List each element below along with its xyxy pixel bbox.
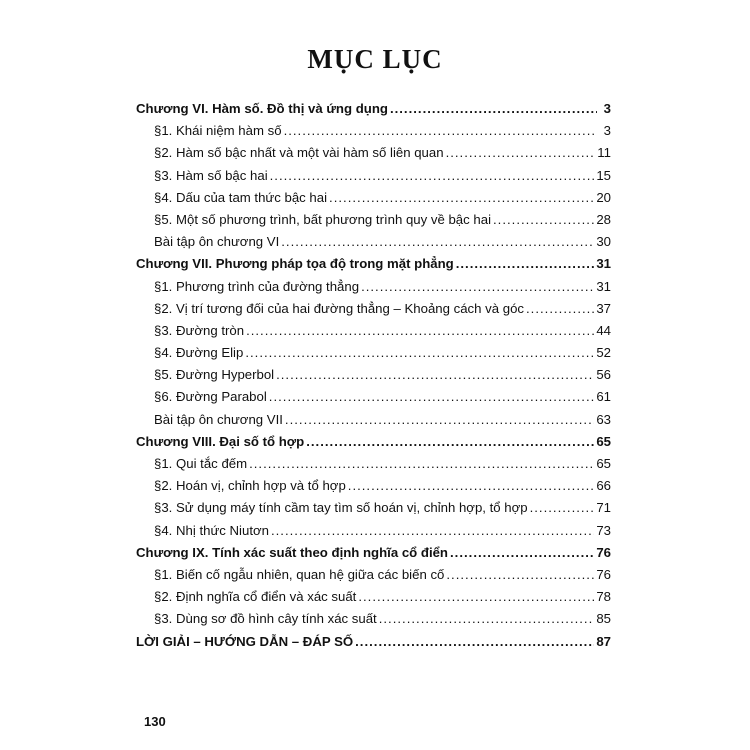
toc-entry-label: §2. Hoán vị, chỉnh hợp và tổ hợp: [154, 478, 346, 494]
dot-leader: [245, 345, 594, 360]
toc-entry-page: 65: [596, 433, 611, 449]
toc-entry-page: 87: [596, 633, 611, 649]
toc-section-row: [136, 234, 611, 256]
toc-section-row: [136, 168, 611, 190]
dot-leader: [361, 279, 594, 294]
toc-section-row: [136, 500, 611, 522]
toc-entry-label: Chương VIII. Đại số tổ hợp: [136, 433, 305, 449]
toc-section-row: [136, 345, 611, 367]
dot-leader: [379, 611, 595, 626]
toc-section-row: [136, 212, 611, 234]
toc-entry-page: 31: [596, 256, 611, 272]
toc-section-row: [136, 123, 611, 145]
toc-section-row: [136, 323, 611, 345]
toc-entry-page: 76: [596, 544, 611, 560]
toc-entry-label: §2. Hàm số bậc nhất và một vài hàm số liên quan: [154, 145, 444, 161]
dot-leader: [246, 323, 594, 338]
dot-leader: [446, 567, 594, 582]
dot-leader: [358, 589, 594, 604]
toc-entry-page: 71: [596, 500, 611, 516]
toc-section-row: [136, 301, 611, 323]
toc-entry-label: §2. Định nghĩa cổ điển và xác suất: [154, 589, 357, 605]
toc-chapter-row: [136, 101, 611, 123]
toc-section-row: [136, 589, 611, 611]
dot-leader: [284, 123, 597, 138]
toc-section-row: [136, 523, 611, 545]
toc-entry-label: §2. Vị trí tương đối của hai đường thẳng – Khoảng cách và góc: [154, 300, 525, 316]
dot-leader: [276, 367, 594, 382]
toc-entry-label: §4. Đường Elip: [154, 345, 244, 361]
toc-section-row: [136, 412, 611, 434]
table-of-contents: [136, 101, 611, 656]
toc-entry-page: 65: [596, 456, 611, 471]
toc-entry-page: 37: [596, 300, 611, 316]
toc-entry-label: Chương IX. Tính xác suất theo định nghĩa cổ điển: [136, 544, 448, 560]
toc-section-row: [136, 190, 611, 212]
toc-entry-page: 52: [596, 345, 611, 361]
toc-entry-page: 61: [596, 389, 611, 405]
toc-entry-label: §3. Hàm số bậc hai: [154, 167, 268, 183]
toc-entry-label: §5. Một số phương trình, bất phương trình quy về bậc hai: [154, 211, 491, 227]
dot-leader: [390, 101, 597, 116]
toc-chapter-row: [136, 434, 611, 456]
toc-section-row: [136, 478, 611, 500]
toc-entry-page: 44: [596, 322, 611, 338]
toc-section-row: [136, 145, 611, 167]
dot-leader: [446, 145, 596, 160]
dot-leader: [306, 434, 594, 449]
toc-entry-page: 11: [597, 145, 611, 161]
toc-entry-page: 3: [603, 101, 611, 116]
toc-entry-page: 28: [596, 211, 611, 227]
dot-leader: [493, 212, 594, 227]
dot-leader: [269, 389, 595, 404]
toc-entry-label: §1. Phương trình của đường thẳng: [154, 278, 360, 294]
toc-entry-page: 76: [596, 566, 611, 582]
dot-leader: [348, 478, 595, 493]
toc-entry-page: 63: [596, 411, 611, 427]
toc-chapter-row: [136, 545, 611, 567]
toc-entry-page: 85: [596, 611, 611, 627]
toc-entry-label: §3. Đường tròn: [154, 322, 245, 338]
toc-entry-label: Bài tập ôn chương VII: [154, 411, 283, 427]
toc-chapter-row: [136, 634, 611, 656]
toc-entry-page: 56: [596, 367, 611, 383]
dot-leader: [271, 523, 594, 538]
toc-section-row: [136, 389, 611, 411]
toc-entry-label: LỜI GIẢI – HƯỚNG DẪN – ĐÁP SỐ: [136, 633, 354, 649]
toc-entry-label: §6. Đường Parabol: [154, 389, 267, 405]
toc-section-row: [136, 567, 611, 589]
toc-entry-label: §1. Qui tắc đếm: [154, 456, 248, 471]
toc-entry-page: 66: [596, 478, 611, 494]
toc-entry-page: 3: [603, 123, 611, 139]
toc-entry-label: §1. Biến cố ngẫu nhiên, quan hệ giữa các biến cố: [154, 566, 445, 582]
dot-leader: [249, 456, 594, 471]
toc-entry-label: §5. Đường Hyperbol: [154, 367, 275, 383]
page-title: MỤC LỤC: [307, 44, 443, 74]
toc-entry-label: Chương VII. Phương pháp tọa độ trong mặt phẳng: [136, 256, 454, 272]
toc-entry-label: §4. Dấu của tam thức bậc hai: [154, 189, 328, 205]
toc-entry-page: 31: [596, 278, 611, 294]
dot-leader: [526, 301, 594, 316]
page-number: 130: [144, 714, 166, 729]
dot-leader: [270, 168, 595, 183]
toc-chapter-row: [136, 256, 611, 278]
toc-entry-label: §3. Sử dụng máy tính cầm tay tìm số hoán vị, chỉnh hợp, tổ hợp: [154, 500, 528, 516]
dot-leader: [456, 256, 595, 271]
dot-leader: [329, 190, 594, 205]
dot-leader: [285, 412, 594, 427]
toc-entry-label: Bài tập ôn chương VI: [154, 234, 280, 250]
toc-entry-page: 30: [596, 234, 611, 250]
toc-entry-page: 73: [596, 522, 611, 538]
toc-entry-page: 78: [596, 589, 611, 605]
toc-section-row: [136, 611, 611, 633]
dot-leader: [450, 545, 594, 560]
toc-entry-label: §4. Nhị thức Niutơn: [154, 522, 269, 538]
toc-entry-page: 20: [596, 189, 611, 205]
dot-leader: [355, 634, 594, 649]
dot-leader: [281, 234, 594, 249]
toc-entry-page: 15: [596, 167, 611, 183]
toc-section-row: [136, 279, 611, 301]
toc-entry-label: Chương VI. Hàm số. Đồ thị và ứng dụng: [136, 101, 388, 116]
toc-entry-label: §1. Khái niệm hàm số: [154, 123, 282, 139]
toc-section-row: [136, 456, 611, 478]
toc-entry-label: §3. Dùng sơ đồ hình cây tính xác suất: [154, 611, 377, 627]
toc-section-row: [136, 367, 611, 389]
dot-leader: [530, 500, 595, 515]
